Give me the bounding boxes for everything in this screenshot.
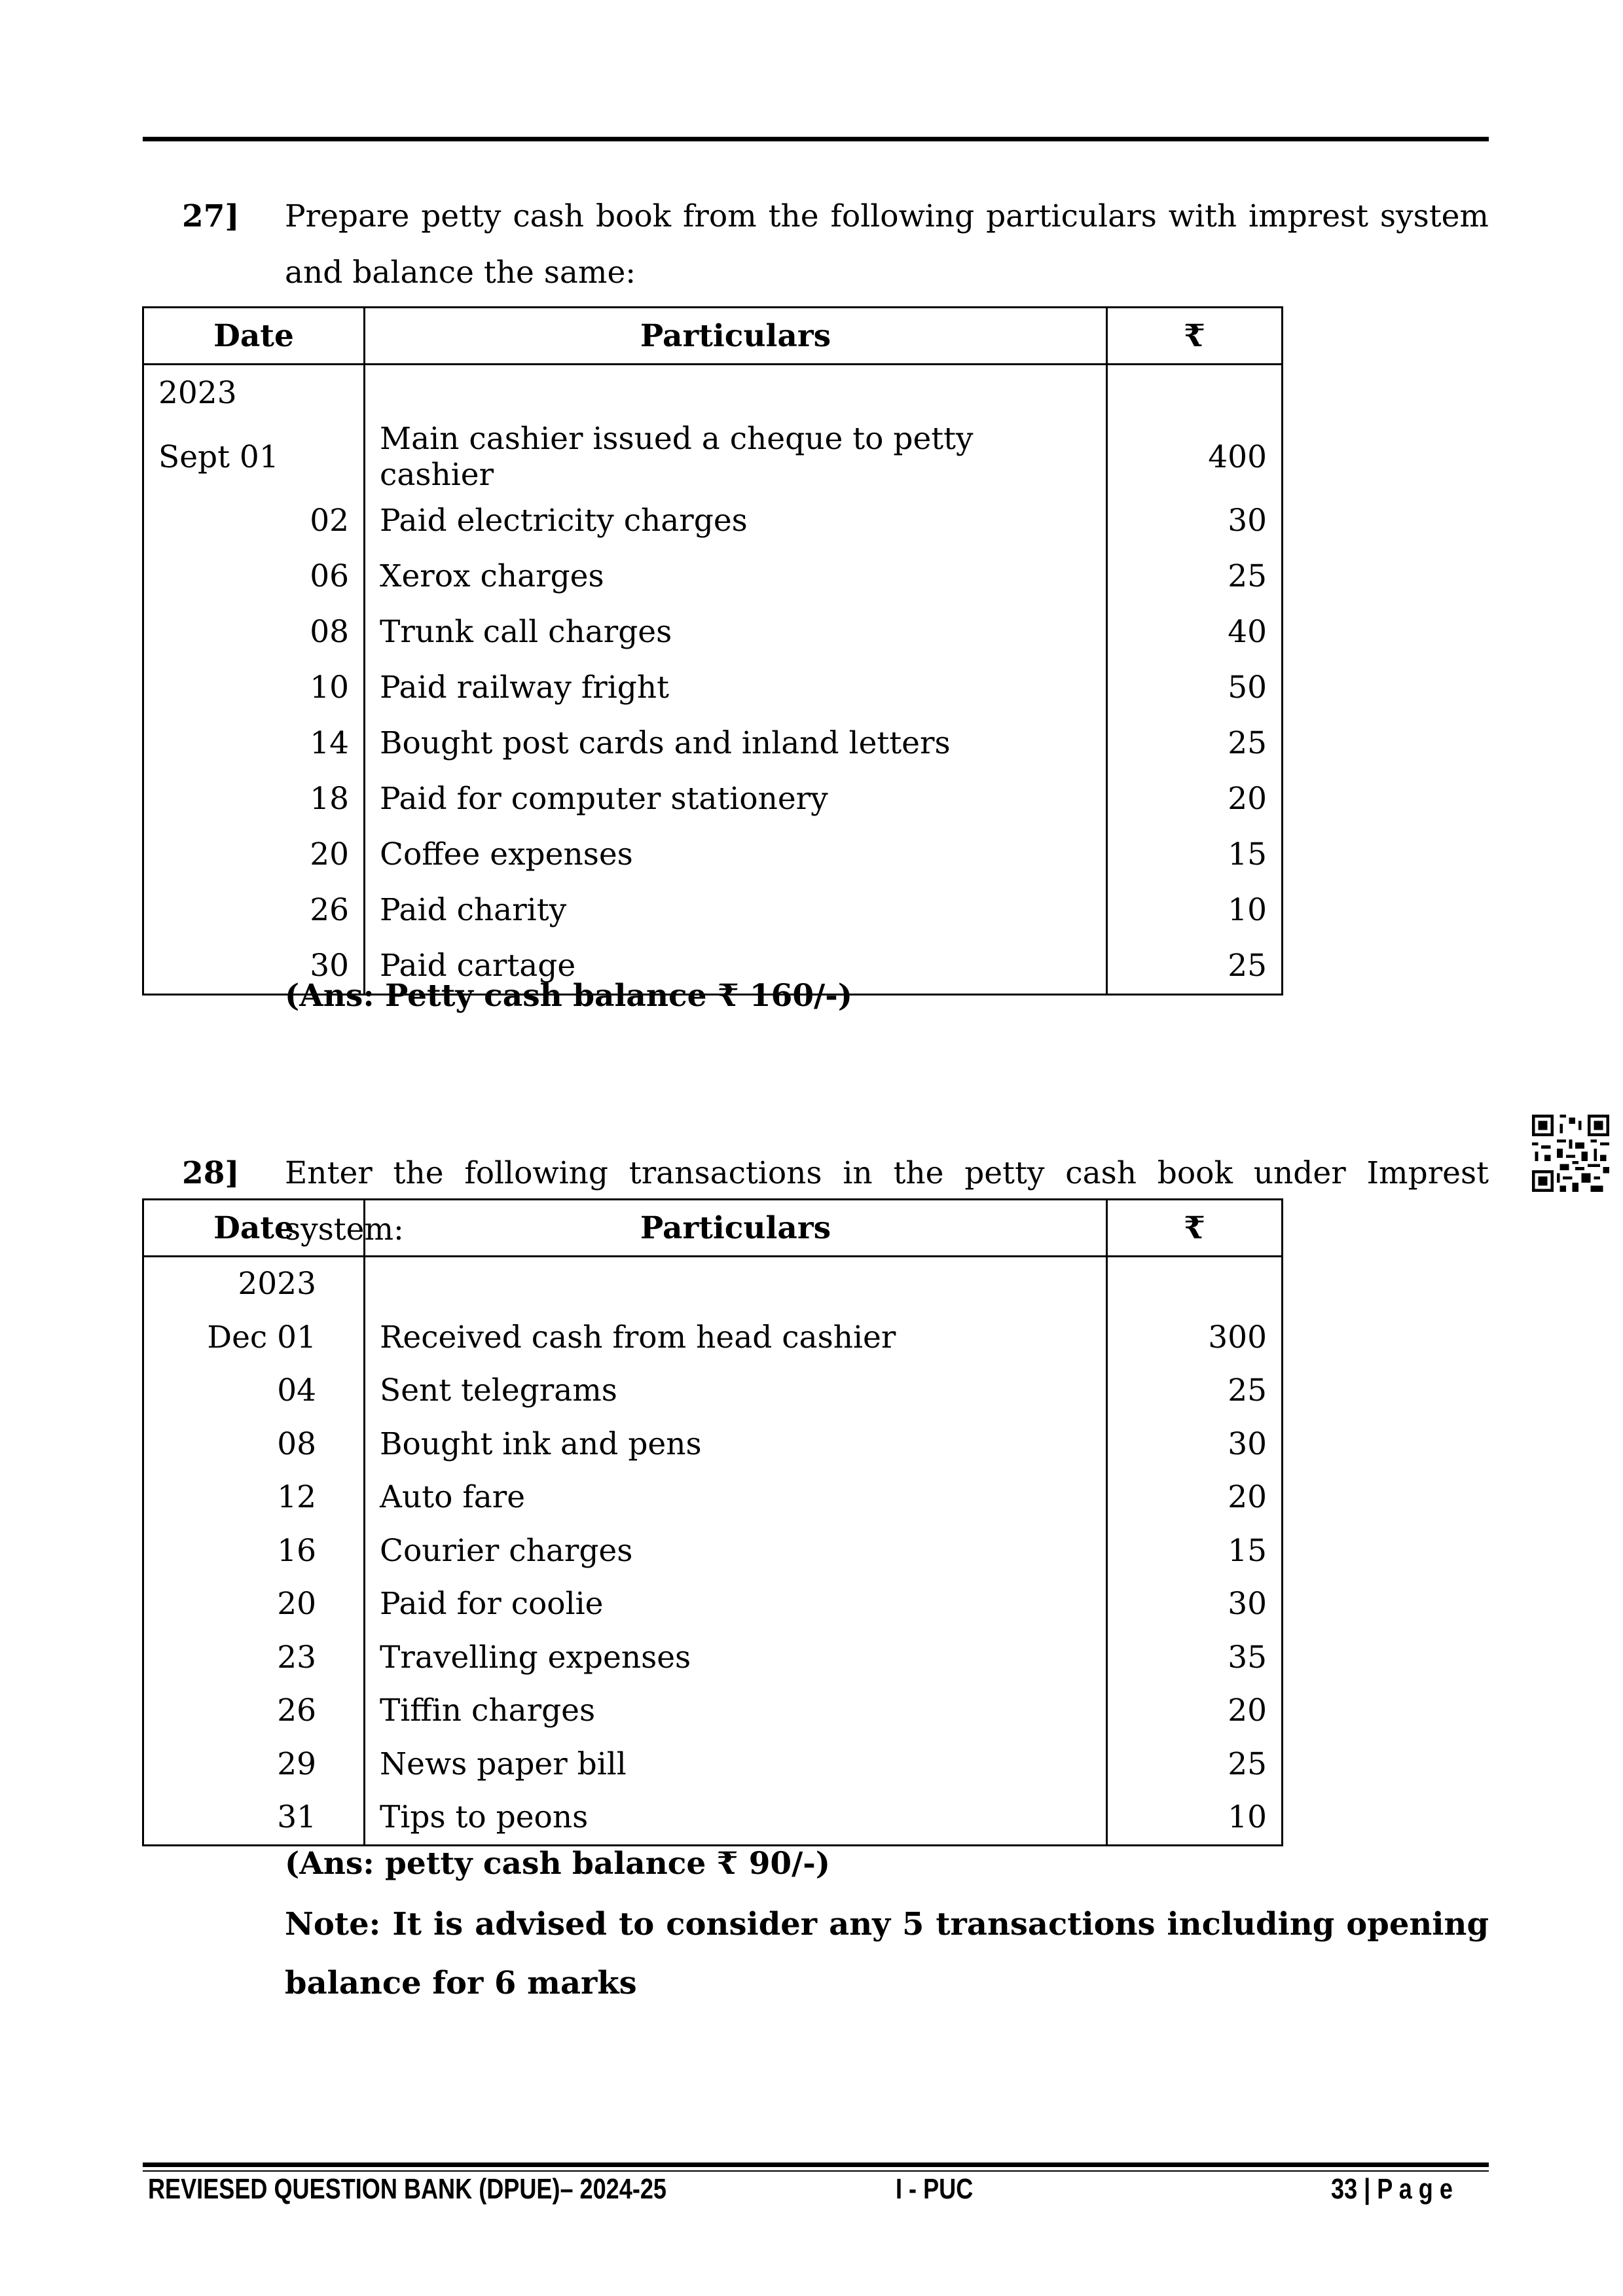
header-date: Date bbox=[143, 1200, 365, 1257]
table-row bbox=[143, 1577, 1283, 1631]
date-cell: 02 bbox=[143, 493, 365, 548]
date-cell: 18 bbox=[143, 771, 365, 827]
bottom-rule-thin bbox=[143, 2170, 1489, 2172]
table-header bbox=[143, 308, 1283, 365]
question-27 bbox=[143, 188, 1489, 319]
date-cell: 04 bbox=[143, 1364, 365, 1418]
date-cell: 06 bbox=[143, 548, 365, 604]
table-row bbox=[143, 1471, 1283, 1524]
year-row bbox=[143, 365, 1283, 422]
question-number: 28] bbox=[182, 1155, 240, 1191]
amount-cell: 25 bbox=[1107, 1364, 1283, 1418]
amount-cell: 50 bbox=[1107, 660, 1283, 715]
particulars-cell: Bought post cards and inland letters bbox=[365, 715, 1107, 771]
table-row bbox=[143, 1791, 1283, 1845]
table-row bbox=[143, 715, 1283, 771]
date-cell: 10 bbox=[143, 660, 365, 715]
amount-cell: 25 bbox=[1107, 715, 1283, 771]
date-cell: 23 bbox=[143, 1631, 365, 1685]
particulars-cell: Tips to peons bbox=[365, 1791, 1107, 1845]
date-cell: Sept 01 bbox=[143, 421, 365, 493]
amount-cell: 25 bbox=[1107, 1738, 1283, 1791]
table-row bbox=[143, 493, 1283, 548]
date-cell: 20 bbox=[143, 827, 365, 882]
amount-cell: 25 bbox=[1107, 548, 1283, 604]
amount-cell: 10 bbox=[1107, 882, 1283, 938]
footer-center: I - PUC bbox=[896, 2173, 974, 2205]
table-row bbox=[143, 421, 1283, 493]
table-row bbox=[143, 771, 1283, 827]
date-cell: 08 bbox=[143, 604, 365, 660]
qr-code-icon bbox=[1532, 1115, 1609, 1192]
answer-28: (Ans: petty cash balance ₹ 90/-) bbox=[285, 1846, 831, 1882]
question-text: Enter the following transactions in the petty cash book under Imprest system: bbox=[285, 1155, 1489, 1247]
amount-cell: 300 bbox=[1107, 1311, 1283, 1365]
particulars-cell: Trunk call charges bbox=[365, 604, 1107, 660]
particulars-cell: Sent telegrams bbox=[365, 1364, 1107, 1418]
header-particulars: Particulars bbox=[365, 1200, 1107, 1257]
question-text: Prepare petty cash book from the following particulars with imprest system and balance the same: bbox=[285, 198, 1489, 291]
table-row bbox=[143, 1738, 1283, 1791]
question-number: 27] bbox=[182, 198, 240, 234]
table-row bbox=[143, 1684, 1283, 1738]
amount-cell: 15 bbox=[1107, 1524, 1283, 1578]
particulars-cell: News paper bill bbox=[365, 1738, 1107, 1791]
top-rule bbox=[143, 137, 1489, 141]
particulars-cell: Paid charity bbox=[365, 882, 1107, 938]
table-header bbox=[143, 1200, 1283, 1257]
header-date: Date bbox=[143, 308, 365, 365]
header-amount: ₹ bbox=[1107, 1200, 1283, 1257]
particulars-cell: Paid cartage bbox=[365, 938, 1107, 995]
amount-cell: 30 bbox=[1107, 493, 1283, 548]
header-particulars: Particulars bbox=[365, 308, 1107, 365]
amount-cell: 10 bbox=[1107, 1791, 1283, 1845]
header-amount: ₹ bbox=[1107, 308, 1283, 365]
date-cell: Dec 01 bbox=[143, 1311, 365, 1365]
petty-cash-table-27 bbox=[142, 306, 1283, 996]
particulars-cell: Travelling expenses bbox=[365, 1631, 1107, 1685]
date-cell: 26 bbox=[143, 882, 365, 938]
amount-cell: 15 bbox=[1107, 827, 1283, 882]
particulars-cell: Courier charges bbox=[365, 1524, 1107, 1578]
date-cell: 12 bbox=[143, 1471, 365, 1524]
particulars-cell: Coffee expenses bbox=[365, 827, 1107, 882]
table-row bbox=[143, 1631, 1283, 1685]
particulars-cell: Tiffin charges bbox=[365, 1684, 1107, 1738]
date-cell: 30 bbox=[143, 938, 365, 995]
table-row bbox=[143, 604, 1283, 660]
amount-cell: 20 bbox=[1107, 1471, 1283, 1524]
date-cell: 16 bbox=[143, 1524, 365, 1578]
table-row bbox=[143, 827, 1283, 882]
date-cell: 20 bbox=[143, 1577, 365, 1631]
particulars-cell: Paid for coolie bbox=[365, 1577, 1107, 1631]
table-row bbox=[143, 1524, 1283, 1578]
table-row bbox=[143, 548, 1283, 604]
date-cell: 14 bbox=[143, 715, 365, 771]
amount-cell: 40 bbox=[1107, 604, 1283, 660]
date-cell: 08 bbox=[143, 1418, 365, 1471]
particulars-cell: Auto fare bbox=[365, 1471, 1107, 1524]
amount-cell: 25 bbox=[1107, 938, 1283, 995]
table-row bbox=[143, 882, 1283, 938]
particulars-cell: Received cash from head cashier bbox=[365, 1311, 1107, 1365]
amount-cell: 400 bbox=[1107, 421, 1283, 493]
particulars-cell: Xerox charges bbox=[365, 548, 1107, 604]
table-row bbox=[143, 1311, 1283, 1365]
note: Note: It is advised to consider any 5 transactions including opening balance for 6 marks bbox=[285, 1906, 1489, 2001]
table-row bbox=[143, 1364, 1283, 1418]
table-row bbox=[143, 660, 1283, 715]
date-cell: 29 bbox=[143, 1738, 365, 1791]
year-cell: 2023 bbox=[143, 1257, 365, 1311]
date-cell: 26 bbox=[143, 1684, 365, 1738]
amount-cell: 20 bbox=[1107, 771, 1283, 827]
particulars-cell: Main cashier issued a cheque to petty cashier bbox=[365, 421, 1107, 493]
footer-page-number: 33 | P a g e bbox=[1331, 2173, 1453, 2205]
date-cell: 31 bbox=[143, 1791, 365, 1845]
amount-cell: 30 bbox=[1107, 1577, 1283, 1631]
particulars-cell: Paid electricity charges bbox=[365, 493, 1107, 548]
footer-left: REVIESED QUESTION BANK (DPUE)– 2024-25 bbox=[148, 2173, 666, 2205]
petty-cash-table-28 bbox=[142, 1198, 1283, 1846]
answer-27: (Ans: Petty cash balance ₹ 160/-) bbox=[285, 978, 852, 1014]
amount-cell: 20 bbox=[1107, 1684, 1283, 1738]
year-cell: 2023 bbox=[143, 365, 365, 422]
amount-cell: 35 bbox=[1107, 1631, 1283, 1685]
bottom-rule bbox=[143, 2162, 1489, 2167]
particulars-cell: Paid for computer stationery bbox=[365, 771, 1107, 827]
particulars-cell: Paid railway fright bbox=[365, 660, 1107, 715]
particulars-cell: Bought ink and pens bbox=[365, 1418, 1107, 1471]
year-row bbox=[143, 1257, 1283, 1311]
amount-cell: 30 bbox=[1107, 1418, 1283, 1471]
table-row bbox=[143, 1418, 1283, 1471]
